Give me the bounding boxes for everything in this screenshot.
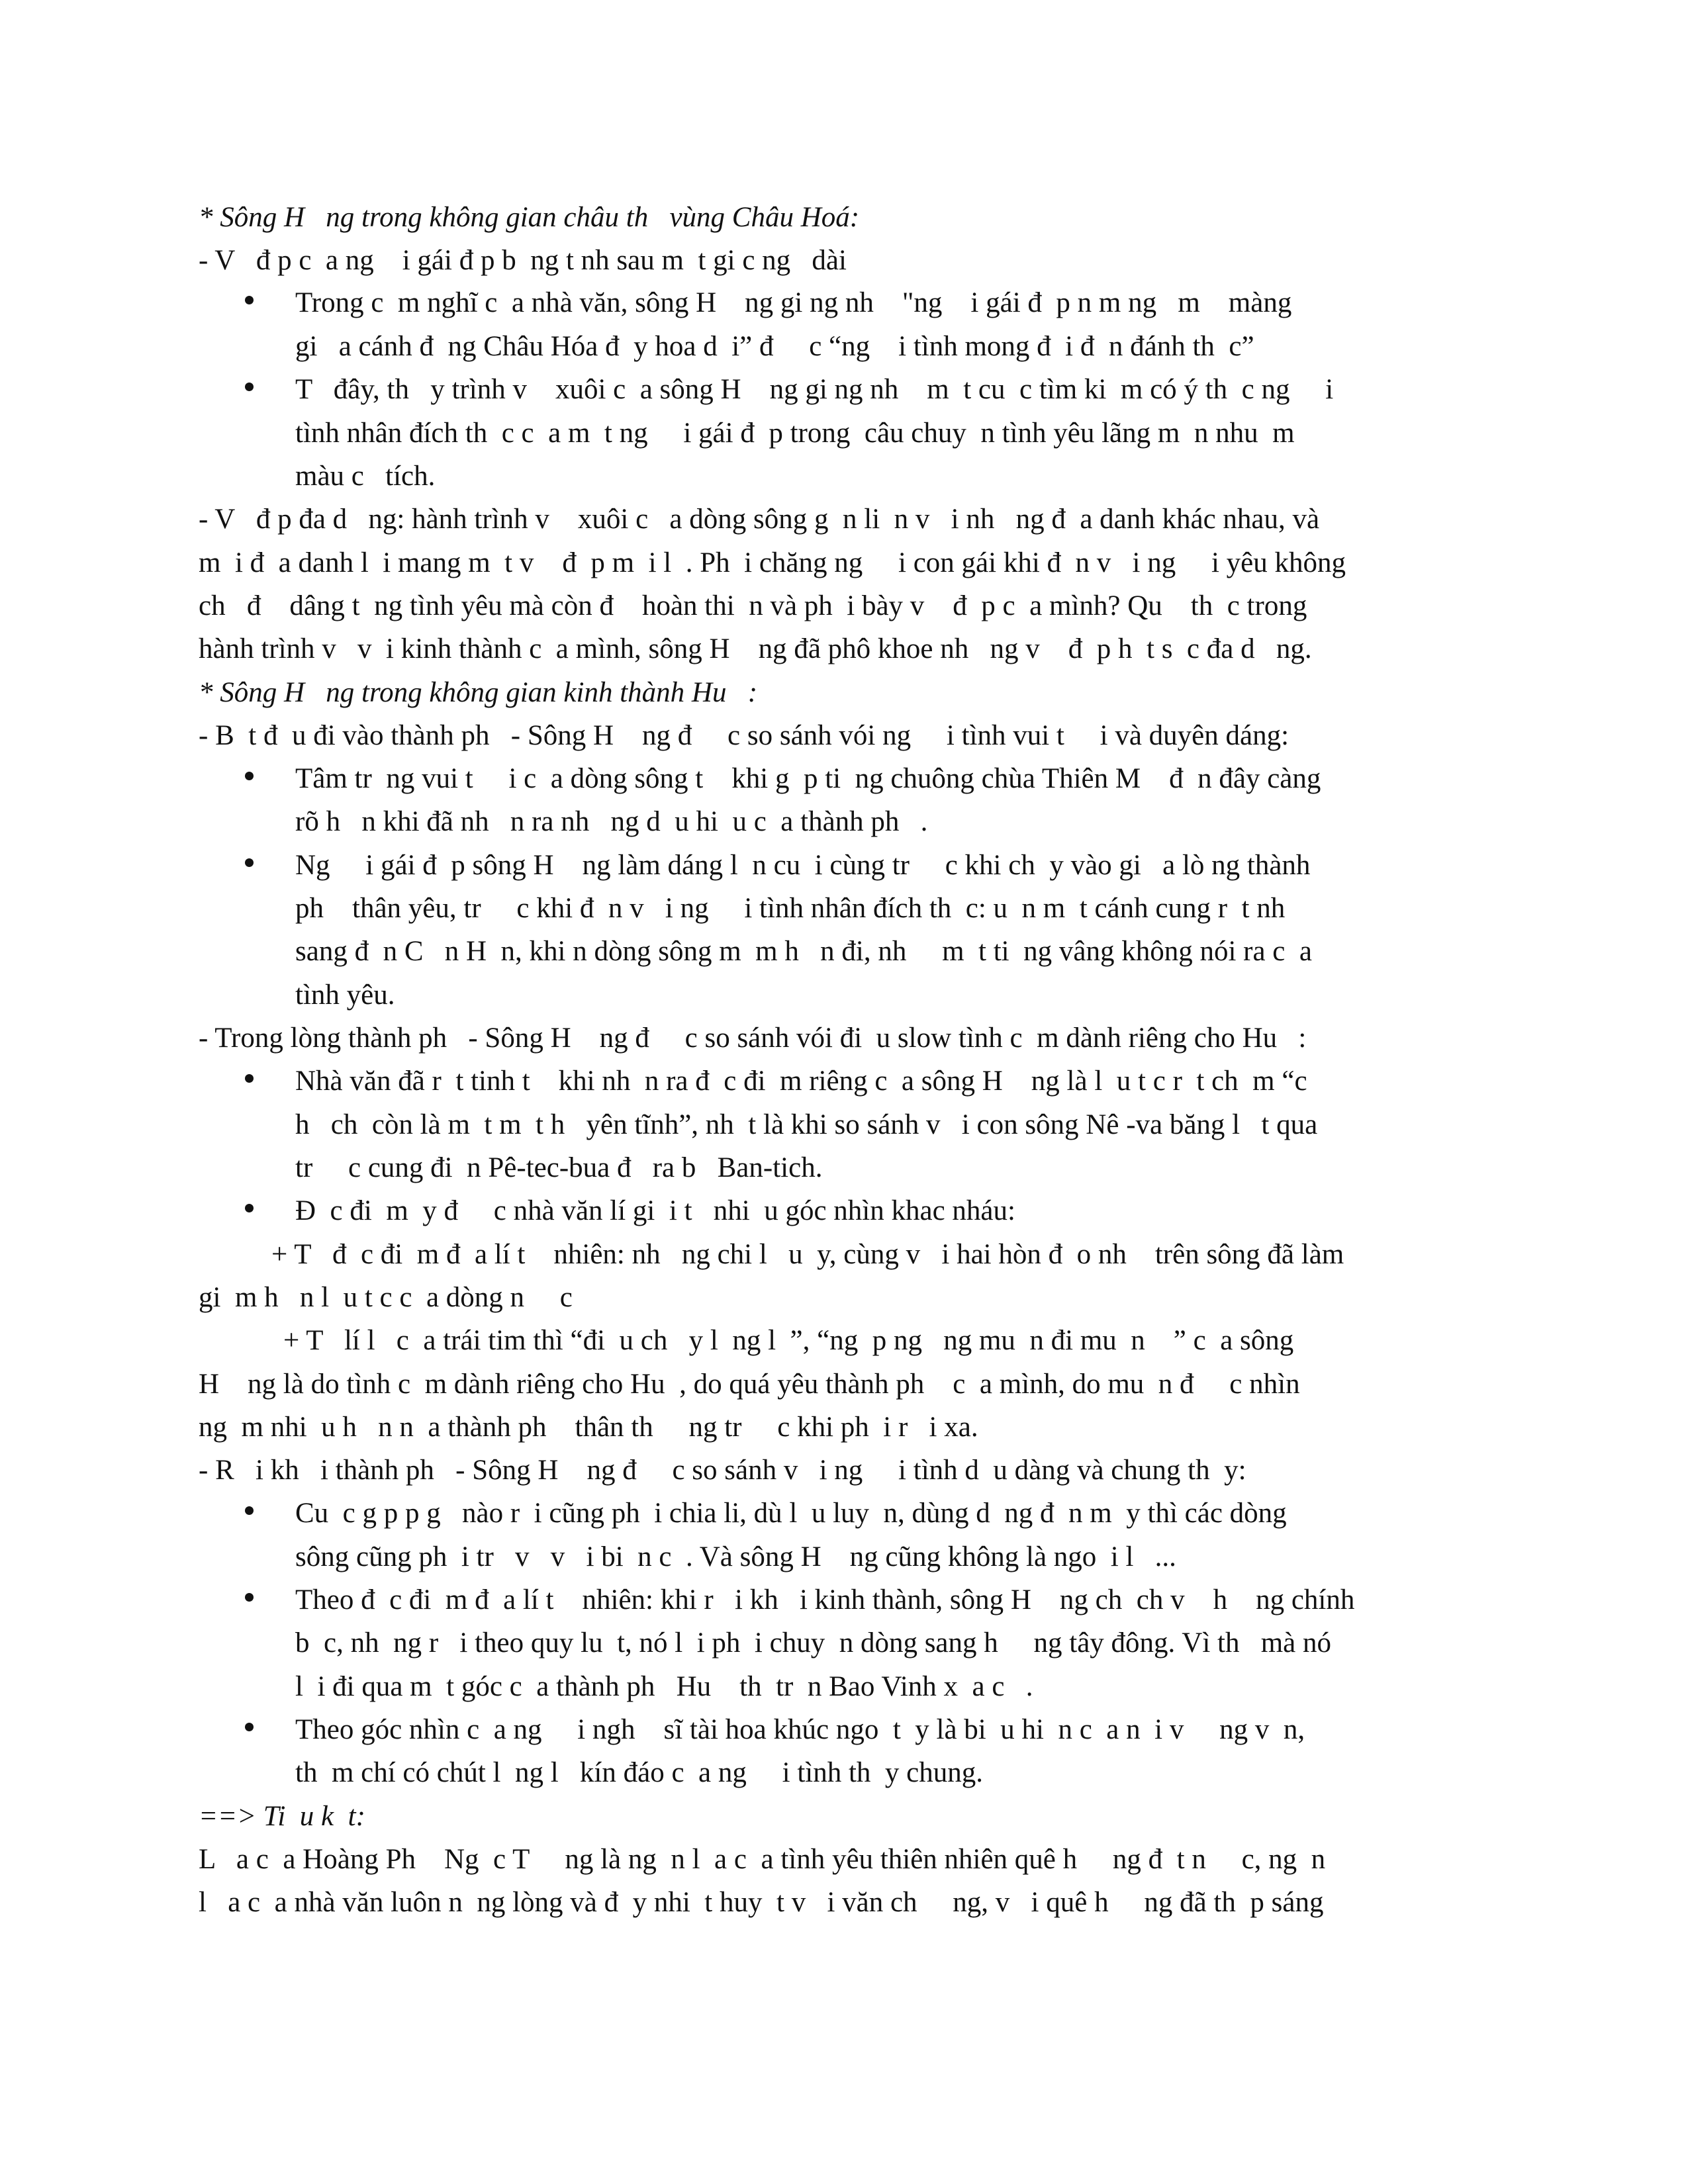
list-item-line: màu c tích.: [295, 461, 436, 492]
paragraph-line: l a c a nhà văn luôn n ng lòng và đ y nhi t huy t v i văn ch ng, v i quê h ng đã th p sáng: [199, 1887, 1324, 1918]
list-item-line: sang đ n C n H n, khi n dòng sông m m h n đi, nh m t ti ng vâng không nói ra c a: [295, 936, 1312, 967]
sub-point-line: gi m h n l u t c c a dòng n c: [199, 1282, 573, 1313]
list-item-line: l i đi qua m t góc c a thành ph Hu th tr n Bao Vinh x a c .: [295, 1671, 1033, 1702]
paragraph-line: - V đ p đa d ng: hành trình v xuôi c a dòng sông g n li n v i nh ng đ a danh khác nhau, và: [199, 504, 1320, 535]
conclusion-heading: ==> Ti u k t:: [199, 1801, 365, 1832]
list-item-line: Nhà văn đã r t tinh t khi nh n ra đ c đi m riêng c a sông H ng là l u t c r t ch m “c: [295, 1066, 1307, 1097]
bullet-icon: [245, 383, 254, 391]
bullet-icon: [245, 1593, 254, 1602]
list-item-line: T đây, th y trình v xuôi c a sông H ng gi ng nh m t cu c tìm ki m có ý th c ng i: [295, 374, 1334, 405]
section-heading: * Sông H ng trong không gian châu th vùng Châu Hoá:: [199, 202, 860, 233]
sub-point-line: + T lí l c a trái tim thì “đi u ch y l ng l ”, “ng p ng ng mu n đi mu n ” c a sông: [283, 1325, 1294, 1356]
paragraph-line: L a c a Hoàng Ph Ng c T ng là ng n l a c a tình yêu thiên nhiên quê h ng đ t n c, ng n: [199, 1844, 1326, 1875]
list-item-line: Theo góc nhìn c a ng i ngh sĩ tài hoa khúc ngo t y là bi u hi n c a n i v ng v n,: [295, 1714, 1305, 1745]
list-item-line: rõ h n khi đã nh n ra nh ng d u hi u c a thành ph .: [295, 806, 928, 837]
list-item-line: sông cũng ph i tr v v i bi n c . Và sông H ng cũng không là ngo i l ...: [295, 1541, 1176, 1572]
bullet-icon: [245, 1074, 254, 1083]
list-item-line: tình nhân đích th c c a m t ng i gái đ p trong câu chuy n tình yêu lãng m n nhu m: [295, 418, 1295, 449]
list-item-line: th m chí có chút l ng l kín đáo c a ng i tình th y chung.: [295, 1757, 984, 1788]
sub-point-line: H ng là do tình c m dành riêng cho Hu , do quá yêu thành ph c a mình, do mu n đ c nhìn: [199, 1369, 1300, 1400]
bullet-icon: [245, 1723, 254, 1731]
sub-point-line: ng m nhi u h n n a thành ph thân th ng tr c khi ph i r i xa.: [199, 1412, 978, 1443]
bullet-icon: [245, 296, 254, 304]
paragraph-line: m i đ a danh l i mang m t v đ p m i l . Ph i chăng ng i con gái khi đ n v i ng i yêu không: [199, 547, 1346, 578]
paragraph-line: - B t đ u đi vào thành ph - Sông H ng đ c so sánh vói ng i tình vui t i và duyên dáng:: [199, 720, 1289, 751]
bullet-icon: [245, 1506, 254, 1515]
bullet-icon: [245, 858, 254, 867]
list-item-line: ph thân yêu, tr c khi đ n v i ng i tình nhân đích th c: u n m t cánh cung r t nh: [295, 893, 1286, 924]
bullet-icon: [245, 772, 254, 780]
list-item-line: gi a cánh đ ng Châu Hóa đ y hoa d i” đ c “ng i tình mong đ i đ n đánh th c”: [295, 331, 1254, 362]
paragraph-line: - R i kh i thành ph - Sông H ng đ c so sánh v i ng i tình d u dàng và chung th y:: [199, 1455, 1246, 1486]
sub-point-line: + T đ c đi m đ a lí t nhiên: nh ng chi l u y, cùng v i hai hòn đ o nh trên sông đã làm: [271, 1239, 1344, 1270]
paragraph-line: ch đ dâng t ng tình yêu mà còn đ hoàn thi n và ph i bày v đ p c a mình? Qu th c trong: [199, 590, 1307, 621]
list-item-line: Ng i gái đ p sông H ng làm dáng l n cu i cùng tr c khi ch y vào gi a lò ng thành: [295, 850, 1311, 881]
list-item-line: Theo đ c đi m đ a lí t nhiên: khi r i kh i kinh thành, sông H ng ch ch v h ng chính: [295, 1584, 1355, 1615]
list-item-line: h ch còn là m t m t h yên tĩnh”, nh t là khi so sánh v i con sông Nê -va băng l t qua: [295, 1109, 1318, 1140]
paragraph-line: hành trình v v i kinh thành c a mình, sông H ng đã phô khoe nh ng v đ p h t s c đa d ng.: [199, 633, 1312, 664]
section-heading: * Sông H ng trong không gian kinh thành Hu :: [199, 677, 758, 708]
paragraph-line: - V đ p c a ng i gái đ p b ng t nh sau m t gi c ng dài: [199, 245, 847, 276]
list-item-line: tr c cung đi n Pê-tec-bua đ ra b Ban-tich.: [295, 1152, 823, 1183]
list-item-line: b c, nh ng r i theo quy lu t, nó l i ph i chuy n dòng sang h ng tây đông. Vì th mà nó: [295, 1627, 1332, 1659]
list-item-line: Tâm tr ng vui t i c a dòng sông t khi g p ti ng chuông chùa Thiên M đ n đây càng: [295, 763, 1321, 794]
list-item-line: Đ c đi m y đ c nhà văn lí gi i t nhi u góc nhìn khac nháu:: [295, 1195, 1015, 1226]
list-item-line: tình yêu.: [295, 979, 395, 1011]
paragraph-line: - Trong lòng thành ph - Sông H ng đ c so sánh vói đi u slow tình c m dành riêng cho Hu :: [199, 1023, 1307, 1054]
bullet-icon: [245, 1204, 254, 1212]
list-item-line: Cu c g p p g nào r i cũng ph i chia li, dù l u luy n, dùng d ng đ n m y thì các dòng: [295, 1498, 1287, 1529]
list-item-line: Trong c m nghĩ c a nhà văn, sông H ng gi ng nh "ng i gái đ p n m ng m màng: [295, 287, 1292, 318]
